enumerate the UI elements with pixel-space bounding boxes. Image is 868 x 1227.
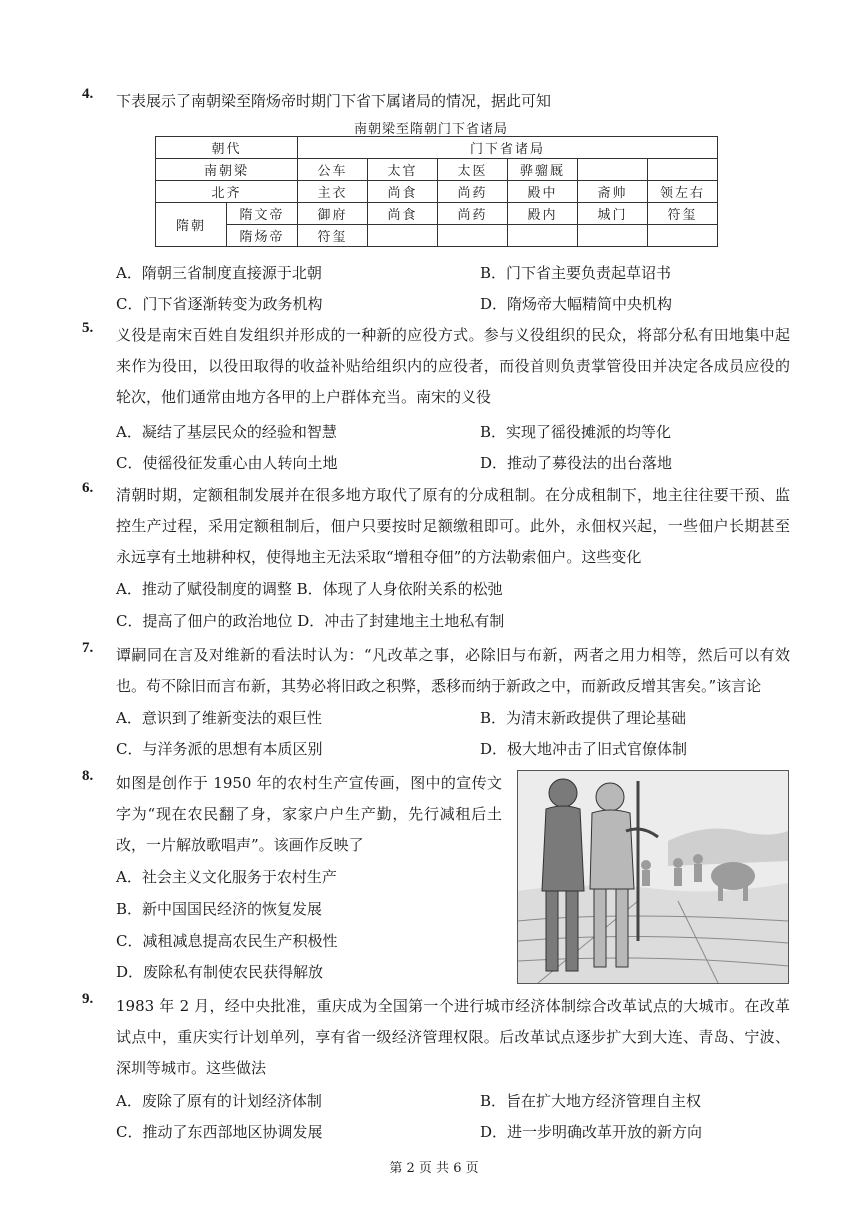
table-row <box>156 159 718 181</box>
table-cell: 符玺 <box>298 225 368 247</box>
option-d: D．极大地冲击了旧式官僚体制 <box>480 740 688 758</box>
option-a: A．意识到了维新变法的艰巨性 <box>116 709 322 727</box>
option-a: A．隋朝三省制度直接源于北朝 <box>116 264 322 282</box>
table-cell: 隋朝 <box>156 203 227 247</box>
table-cell <box>368 225 438 247</box>
table-cell: 公车 <box>298 159 368 181</box>
table-cell: 殿中 <box>508 181 578 203</box>
table-cell <box>578 159 648 181</box>
table-cell: 南朝梁 <box>156 159 298 181</box>
table-row <box>156 225 718 247</box>
table-cell: 符玺 <box>648 203 718 225</box>
table-cell <box>578 225 648 247</box>
option-a: A．社会主义文化服务于农村生产 <box>116 868 337 886</box>
table-cell: 尚药 <box>438 203 508 225</box>
option-b: B．新中国国民经济的恢复发展 <box>116 900 323 918</box>
option-b: B．为清末新政提供了理论基础 <box>480 709 687 727</box>
question-stem: 1983 年 2 月，经中央批准，重庆成为全国第一个进行城市经济体制综合改革试点的大城市。在改革试点中，重庆实行计划单列，享有省一级经济管理权限。后改革试点逐步扩大到大连、青岛、宁波、深圳等城市。这些做法 <box>116 997 790 1077</box>
option-d: D．推动了募役法的出台落地 <box>480 454 673 472</box>
option-d: D．废除私有制使农民获得解放 <box>116 963 324 981</box>
table-cell: 尚食 <box>368 203 438 225</box>
table-cell <box>648 225 718 247</box>
option-c: C．与洋务派的思想有本质区别 <box>116 740 323 758</box>
question-stem: 谭嗣同在言及对维新的看法时认为：“凡改革之事，必除旧与布新，两者之用力相等，然后可以有效也。苟不除旧而言布新，其势必将旧政之积弊，悉移而纳于新政之中，而新政反增其害矣。”该言论 <box>116 646 790 695</box>
table-cell: 领左右 <box>648 181 718 203</box>
question-number: 8. <box>82 768 94 784</box>
option-b: B．门下省主要负责起草诏书 <box>480 264 672 282</box>
table-cell: 太官 <box>368 159 438 181</box>
table-cell: 主衣 <box>298 181 368 203</box>
table-row <box>156 137 718 159</box>
table-cell: 北齐 <box>156 181 298 203</box>
question-number: 7. <box>82 640 94 656</box>
question-number: 4. <box>82 86 94 102</box>
option-b: B．旨在扩大地方经济管理自主权 <box>480 1092 702 1110</box>
table-cell: 尚药 <box>438 181 508 203</box>
table-cell: 太医 <box>438 159 508 181</box>
option-c: C．使徭役征发重心由人转向土地 <box>116 454 338 472</box>
option-cd: C．提高了佃户的政治地位 D．冲击了封建地主土地私有制 <box>116 612 505 630</box>
table-header-cell: 朝代 <box>156 137 298 159</box>
option-ab: A．推动了赋役制度的调整 B．体现了人身依附关系的松弛 <box>116 580 503 598</box>
question-6 <box>82 480 790 573</box>
table-cell: 斋帅 <box>578 181 648 203</box>
question-8 <box>82 768 502 861</box>
table-cell: 御府 <box>298 203 368 225</box>
table-cell: 尚食 <box>368 181 438 203</box>
question-7 <box>82 640 790 702</box>
table-cell <box>648 159 718 181</box>
option-a: A．废除了原有的计划经济体制 <box>116 1092 322 1110</box>
question-stem: 义役是南宋百姓自发组织并形成的一种新的应役方式。参与义役组织的民众，将部分私有田地集中起来作为役田，以役田取得的收益补贴给组织内的应役者，而役首则负责掌管役田并决定各成员应役的轮次，他们通常由地方各甲的上户群体充当。南宋的义役 <box>116 326 790 406</box>
table-cell: 殿内 <box>508 203 578 225</box>
option-c: C．推动了东西部地区协调发展 <box>116 1123 323 1141</box>
question-5 <box>82 320 790 413</box>
propaganda-painting-illustration <box>518 771 788 983</box>
question-stem: 下表展示了南朝梁至隋炀帝时期门下省下属诸局的情况，据此可知 <box>116 92 552 110</box>
propaganda-painting-image <box>517 770 789 984</box>
table-cell: 城门 <box>578 203 648 225</box>
table-cell: 骅骝厩 <box>508 159 578 181</box>
question-number: 6. <box>82 480 94 496</box>
table-cell: 隋文帝 <box>227 203 298 225</box>
question-9 <box>82 991 790 1084</box>
question-stem: 清朝时期，定额租制发展并在很多地方取代了原有的分成租制。在分成租制下，地主往往要干预、监控生产过程，采用定额租制后，佃户只要按时足额缴租即可。此外，永佃权兴起，一些佃户长期甚至永远享有土地耕种权，使得地主无法采取“增租夺佃”的方法勒索佃户。这些变化 <box>116 486 790 566</box>
question-number: 9. <box>82 991 94 1007</box>
question-number: 5. <box>82 320 94 336</box>
bureau-table <box>155 136 718 247</box>
option-c: C．减租减息提高农民生产积极性 <box>116 932 338 950</box>
table-row <box>156 181 718 203</box>
option-b: B．实现了徭役摊派的均等化 <box>480 423 672 441</box>
question-4 <box>82 86 790 117</box>
page-footer: 第 2 页 共 6 页 <box>389 1161 479 1176</box>
table-row <box>156 203 718 225</box>
table-cell <box>508 225 578 247</box>
option-a: A．凝结了基层民众的经验和智慧 <box>116 423 337 441</box>
option-d: D．进一步明确改革开放的新方向 <box>480 1123 703 1141</box>
question-stem: 如图是创作于 1950 年的农村生产宣传画，图中的宣传文字为“现在农民翻了身，家家户户生产勤，先行减租后土改，一片解放歌唱声”。该画作反映了 <box>116 774 502 854</box>
table-title: 南朝梁至隋朝门下省诸局 <box>354 122 509 137</box>
option-d: D．隋炀帝大幅精简中央机构 <box>480 295 673 313</box>
option-c: C．门下省逐渐转变为政务机构 <box>116 295 323 313</box>
table-header-cell: 门下省诸局 <box>298 137 718 159</box>
table-cell <box>438 225 508 247</box>
table-cell: 隋炀帝 <box>227 225 298 247</box>
